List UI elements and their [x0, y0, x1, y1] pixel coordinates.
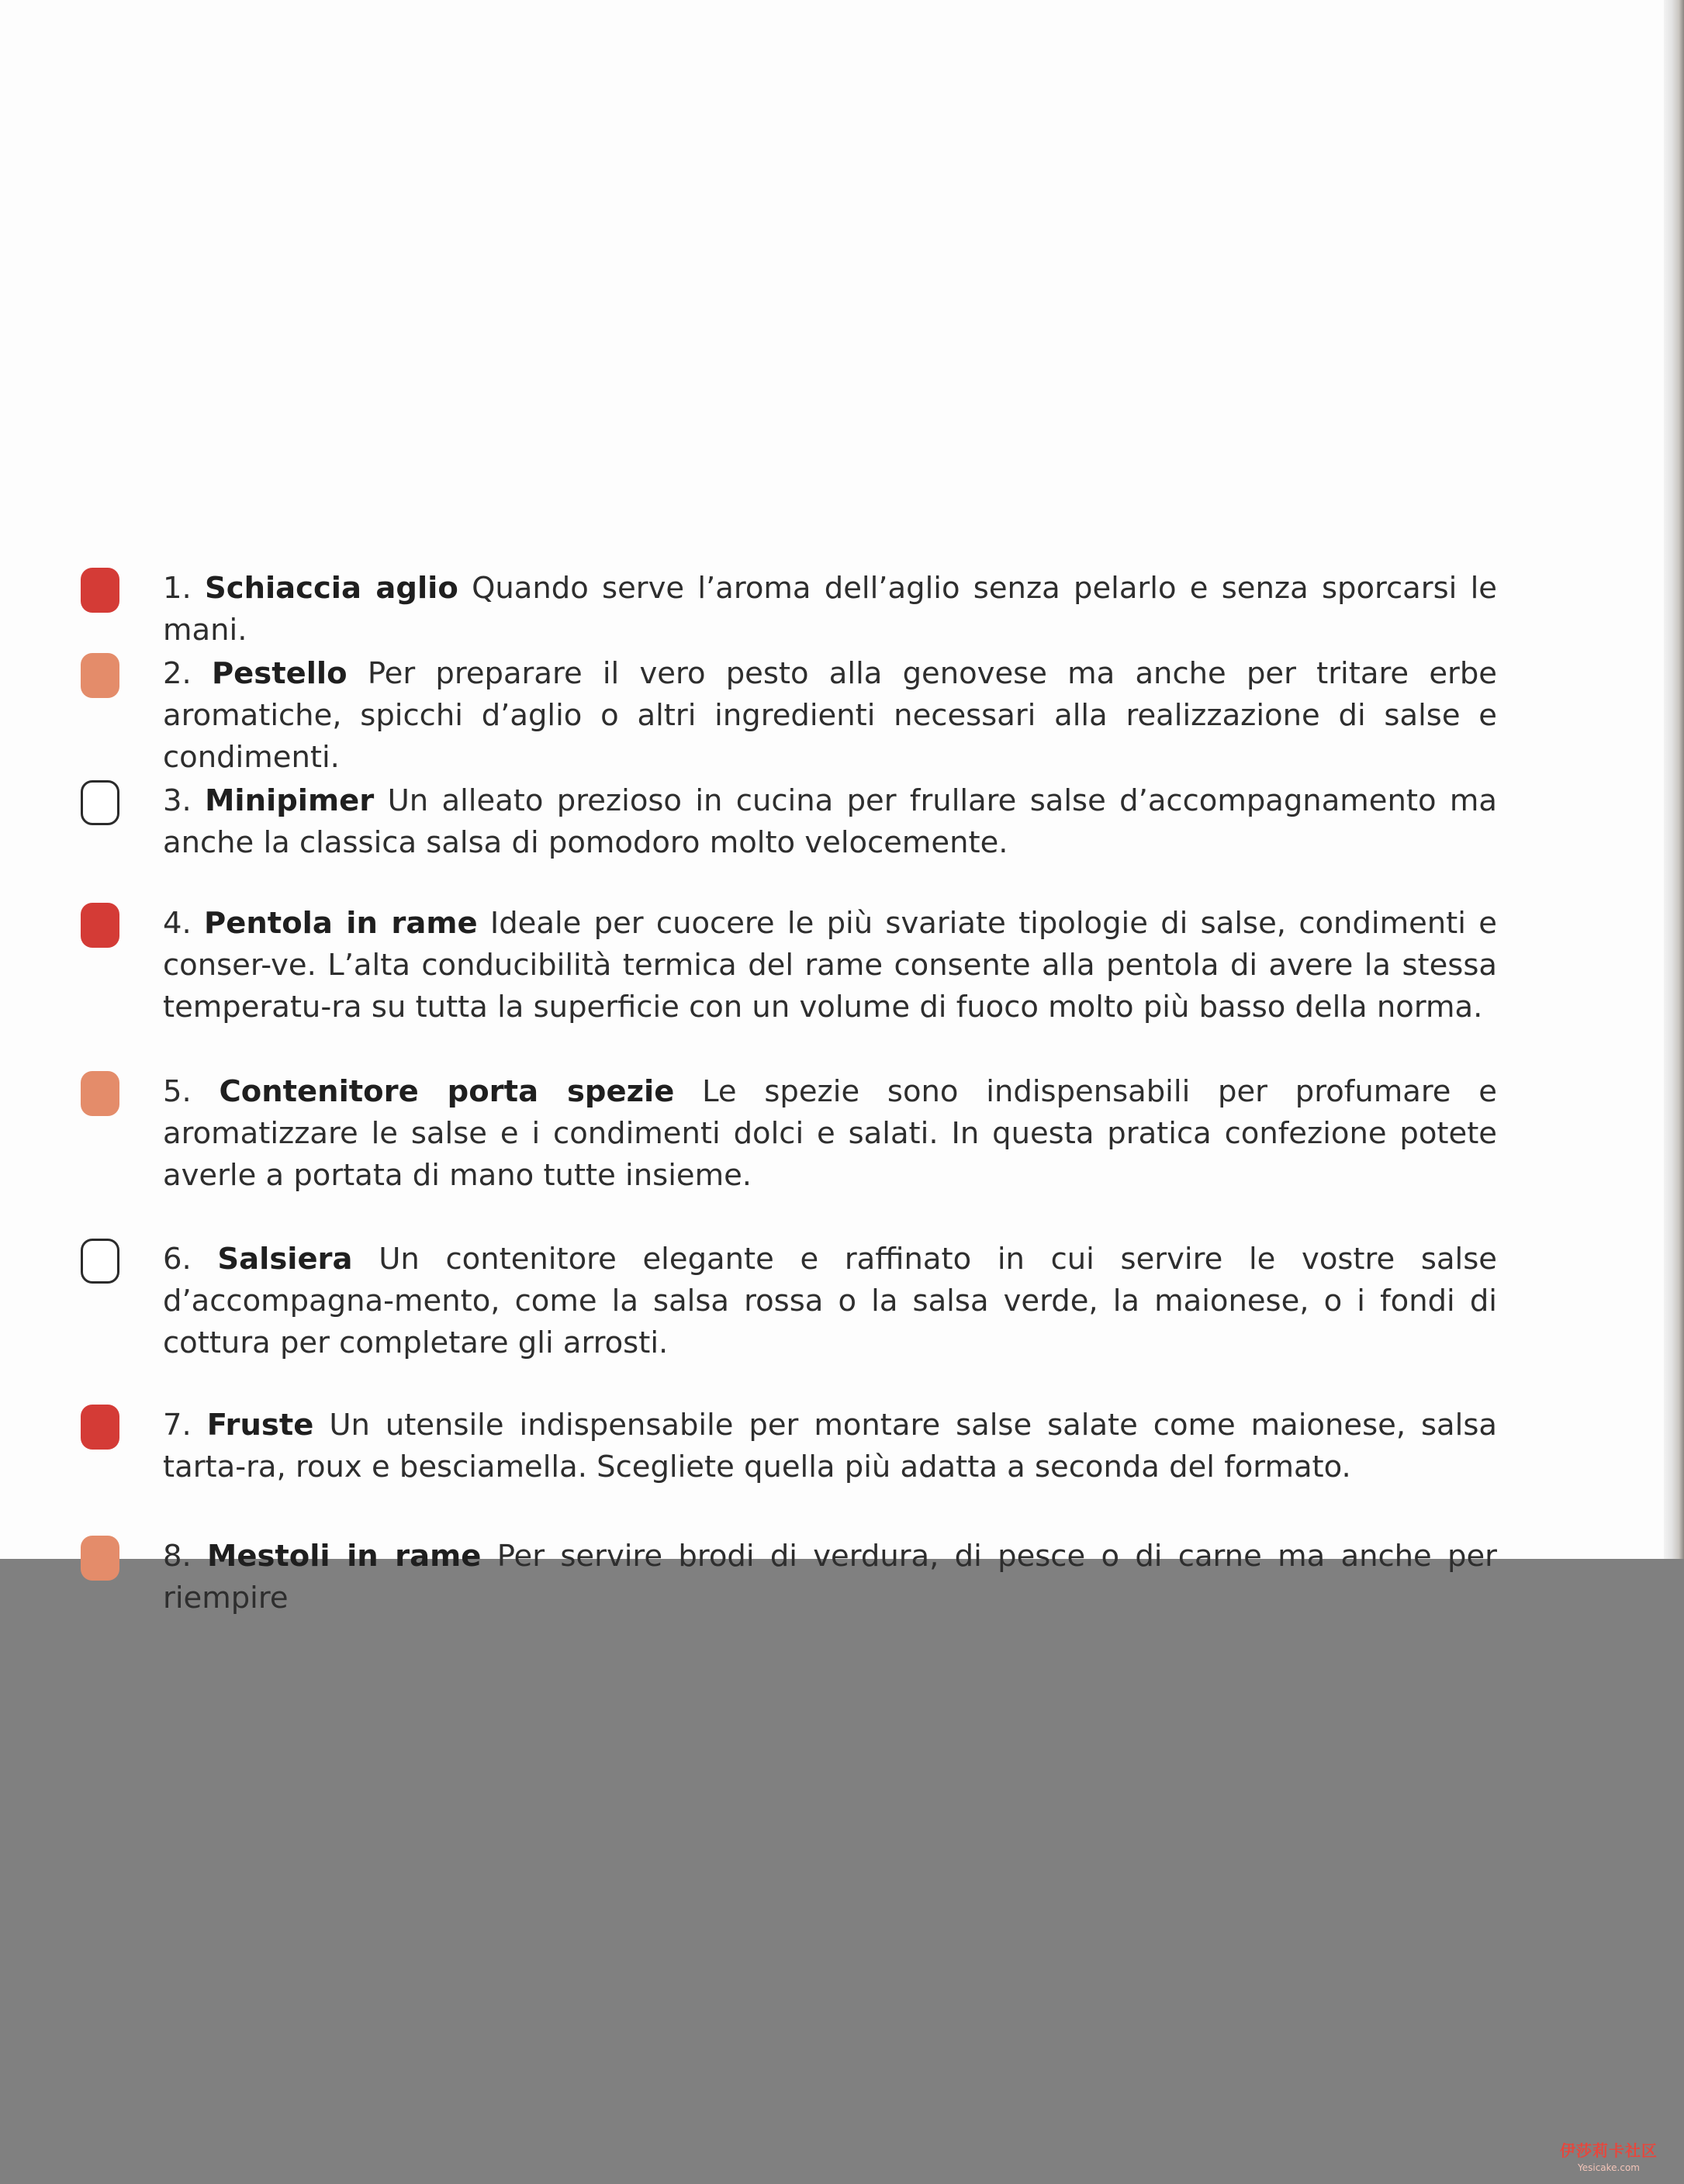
item-title: Fruste	[206, 1408, 314, 1443]
marker-red	[81, 903, 119, 948]
item-title: Contenitore porta spezie	[219, 1074, 675, 1109]
item-number: 6.	[163, 1242, 192, 1277]
marker-salmon	[81, 1071, 119, 1116]
item-description: Le spezie sono indispensabili per profumare e aromatizzare le salse e i condimenti dolci e salati. In questa pratica confezione potete averle a portata di mano tutte insieme.	[163, 1074, 1497, 1193]
item-title: Salsiera	[217, 1242, 353, 1277]
marker-salmon	[81, 653, 119, 698]
item-text	[163, 1071, 1497, 1197]
item-number: 8.	[163, 1539, 192, 1574]
item-description: Per preparare il vero pesto alla genovese ma anche per tritare erbe aromatiche, spicchi d’aglio o altri ingredienti necessari alla realizzazione di salse e condimenti.	[163, 656, 1497, 775]
item-text	[163, 1536, 1497, 1616]
item-description: Un alleato prezioso in cucina per frullare salse d’accompagnamento ma anche la classica salsa di pomodoro molto velocemente.	[163, 783, 1497, 860]
marker-outline	[81, 1239, 119, 1284]
marker-red	[81, 1405, 119, 1450]
page-edge-shadow	[1664, 0, 1684, 1559]
item-description: Quando serve l’aroma dell’aglio senza pelarlo e senza sporcarsi le mani.	[163, 571, 1497, 648]
item-number: 7.	[163, 1408, 192, 1443]
watermark-line1: 伊莎莉卡社区	[1560, 2141, 1658, 2160]
item-description: Un utensile indispensabile per montare salse salate come maionese, salsa tarta-ra, roux e besciamella. Scegliete quella più adatta a seconda del formato.	[163, 1408, 1497, 1484]
marker-red	[81, 568, 119, 613]
watermark-line2: Yesicake.com	[1577, 2162, 1640, 2173]
marker-salmon	[81, 1536, 119, 1581]
item-description: Un contenitore elegante e raffinato in cui servire le vostre salse d’accompagna-mento, come la salsa rossa o la salsa verde, la maionese, o i fondi di cottura per completare gli arrosti.	[163, 1242, 1497, 1360]
item-title: Pentola in rame	[204, 906, 478, 941]
item-text	[163, 1405, 1497, 1488]
item-title: Minipimer	[205, 783, 375, 818]
item-text	[163, 780, 1497, 864]
item-number: 2.	[163, 656, 192, 691]
item-number: 3.	[163, 783, 192, 818]
item-title: Schiaccia aglio	[205, 571, 458, 606]
item-text	[163, 1239, 1497, 1364]
item-description: Ideale per cuocere le più svariate tipologie di salse, condimenti e conser-ve. L’alta conducibilità termica del rame consente alla pentola di avere la stessa temperatu-ra su tutta la superficie con un volume di fuoco molto più basso della norma.	[163, 906, 1497, 1025]
marker-outline	[81, 780, 119, 825]
item-text	[163, 903, 1497, 1028]
item-number: 5.	[163, 1074, 192, 1109]
item-title: Mestoli in rame	[207, 1539, 482, 1574]
watermark-logo	[1560, 2138, 1658, 2173]
item-text	[163, 653, 1497, 779]
item-text	[163, 568, 1497, 651]
item-title: Pestello	[211, 656, 348, 691]
item-number: 1.	[163, 571, 192, 606]
item-description: Per servire brodi di verdura, di pesce o di carne ma anche per riempire	[163, 1539, 1497, 1616]
item-number: 4.	[163, 906, 192, 941]
